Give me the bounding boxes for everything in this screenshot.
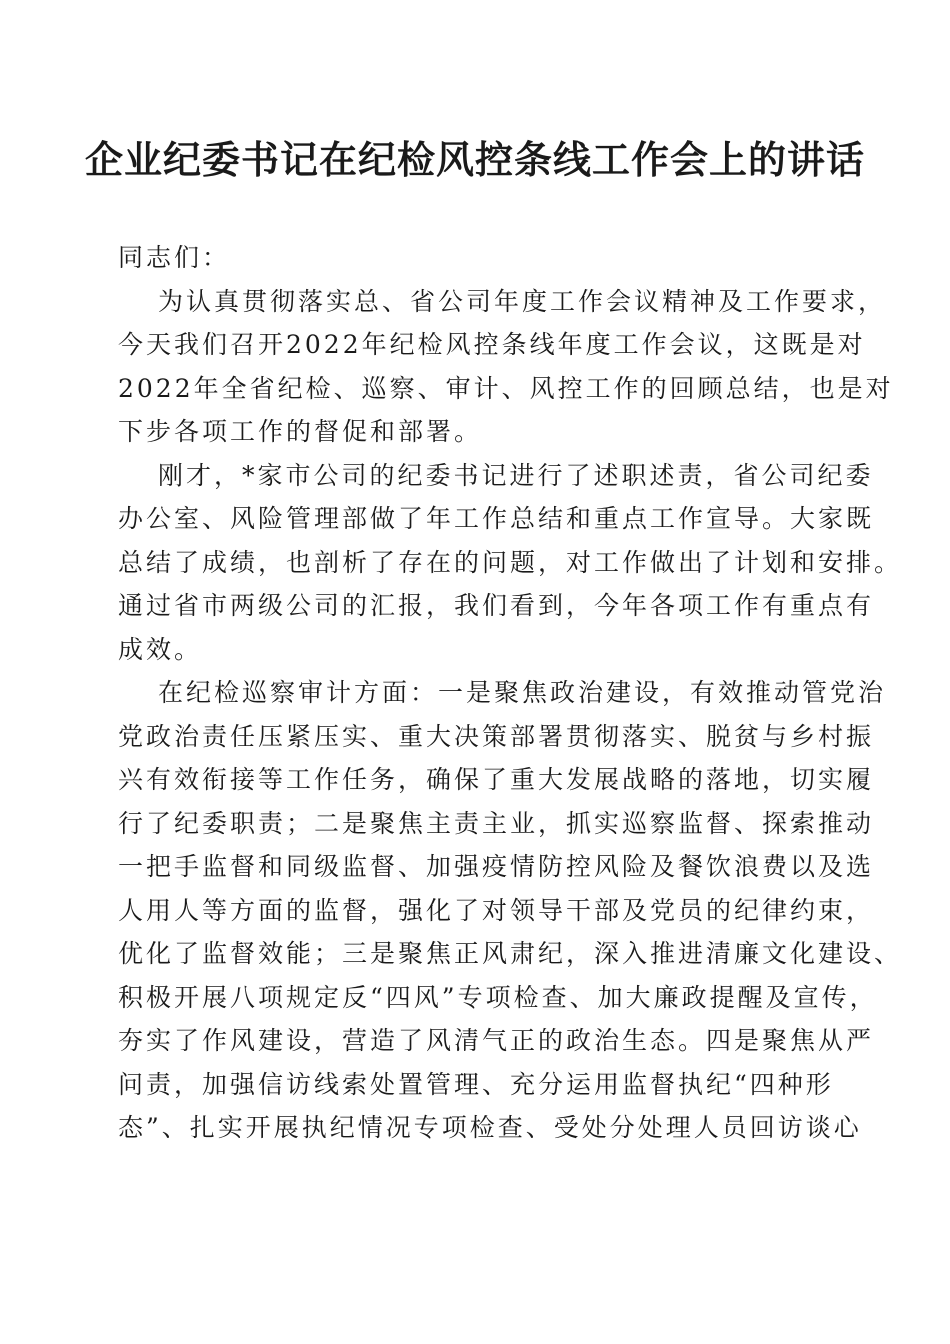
text-line: 成效。 — [118, 634, 203, 664]
text-line: 通过省市两级公司的汇报，我们看到，今年各项工作有重点有 — [118, 591, 875, 620]
text-line: 一把手监督和同级监督、加强疫情防控风险及餐饮浪费以及选 — [118, 852, 875, 881]
text-line: 态”、扎实开展执纪情况专项检查、受处分处理人员回访谈心 — [118, 1113, 862, 1142]
text-line: 2022年全省纪检、巡察、审计、风控工作的回顾总结，也是对 — [118, 373, 894, 403]
paragraph-first-line: 在纪检巡察审计方面：一是聚焦政治建设，有效推动管党治 — [158, 678, 887, 707]
paragraph-first-line: 刚才，*家市公司的纪委书记进行了述职述责，省公司纪委 — [158, 460, 874, 490]
text-line: 优化了监督效能；三是聚焦正风肃纪，深入推进清廉文化建设、 — [118, 939, 903, 968]
text-line: 党政治责任压紧压实、重大决策部署贯彻落实、脱贫与乡村振 — [118, 721, 875, 751]
text-line: 问责，加强信访线索处置管理、充分运用监督执纪“四种形 — [118, 1069, 834, 1099]
text-line: 总结了成绩，也剖析了存在的问题，对工作做出了计划和安排。 — [118, 547, 903, 577]
text-line: 办公室、风险管理部做了年工作总结和重点工作宣导。大家既 — [118, 504, 875, 533]
text-line: 兴有效衔接等工作任务，确保了重大发展战略的落地，切实履 — [118, 765, 875, 794]
text-line: 积极开展八项规定反“四风”专项检查、加大廉政提醒及宣传， — [118, 982, 878, 1012]
text-line: 夯实了作风建设，营造了风清气正的政治生态。四是聚焦从严 — [118, 1026, 875, 1055]
paragraph-first-line: 为认真贯彻落实总、省公司年度工作会议精神及工作要求， — [158, 286, 887, 316]
text-line: 人用人等方面的监督，强化了对领导干部及党员的纪律约束， — [118, 895, 875, 925]
text-line: 今天我们召开2022年纪检风控条线年度工作会议，这既是对 — [118, 330, 866, 359]
text-line: 下步各项工作的督促和部署。 — [118, 417, 483, 446]
text-line: 同志们： — [118, 243, 231, 272]
text-line: 行了纪委职责；二是聚焦主责主业，抓实巡察监督、探索推动 — [118, 808, 875, 838]
document-title: 企业纪委书记在纪检风控条线工作会上的讲话 — [84, 137, 865, 182]
document-body — [118, 236, 903, 1150]
